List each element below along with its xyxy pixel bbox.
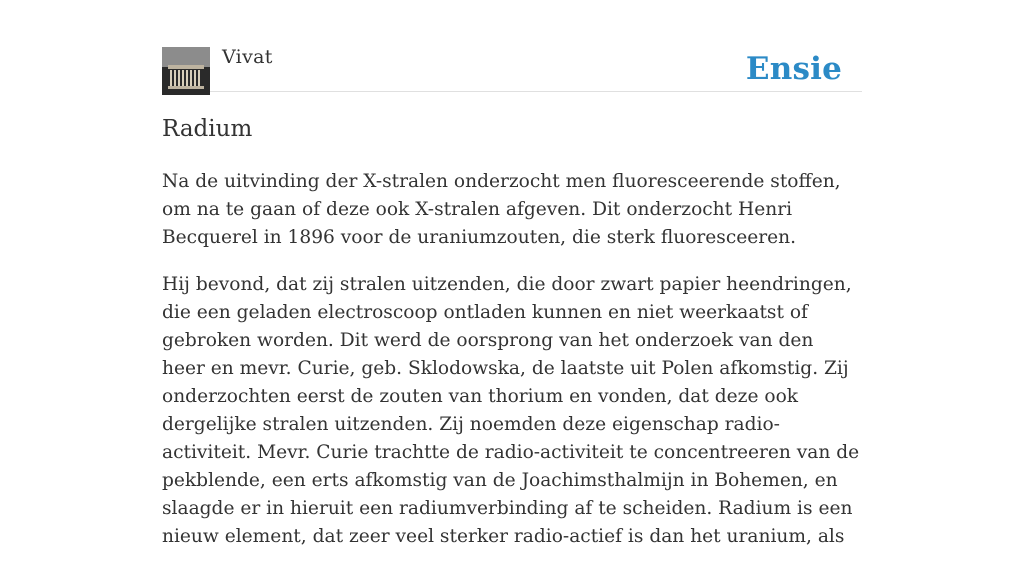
article-body [162, 168, 862, 570]
avatar[interactable] [162, 47, 210, 95]
article-paragraph: Na de uitvinding der X-stralen onderzocht men fluoresceerende stoffen, om na te gaan of deze ook X-stralen afgeven. Dit onderzocht Henri Becquerel in 1896 voor de uraniumzouten, die sterk fluoresceeren. [162, 171, 841, 248]
article-paragraph: Hij bevond, dat zij stralen uitzenden, die door zwart papier heendringen, die een geladen electroscoop ontladen kunnen en niet weerkaatst of gebroken worden. Dit werd de oorsprong van het onderzoek van den heer en mevr. Curie, geb. Sklodowska, de laatste uit Polen afkomstig. Zij onderzochten eerst de zouten van thorium en vonden, dat deze ook dergelijke stralen uitzenden. Zij noemden deze eigenschap radio-activiteit. Mevr. Curie trachtte de radio-activiteit te concentreeren van de pekblende, een erts afkomstig van de Joachimsthalmijn in Bohemen, en slaagde er in hieruit een radiumverbinding af te scheiden. Radium is een nieuw element, dat zeer veel sterker radio-actief is dan het uranium, als [162, 274, 860, 547]
page [162, 0, 862, 547]
avatar-image [162, 47, 210, 95]
header [162, 0, 862, 92]
article-title: Radium [162, 116, 253, 142]
brand-logo[interactable]: Ensie [745, 51, 842, 87]
author-name[interactable]: Vivat [222, 46, 273, 68]
